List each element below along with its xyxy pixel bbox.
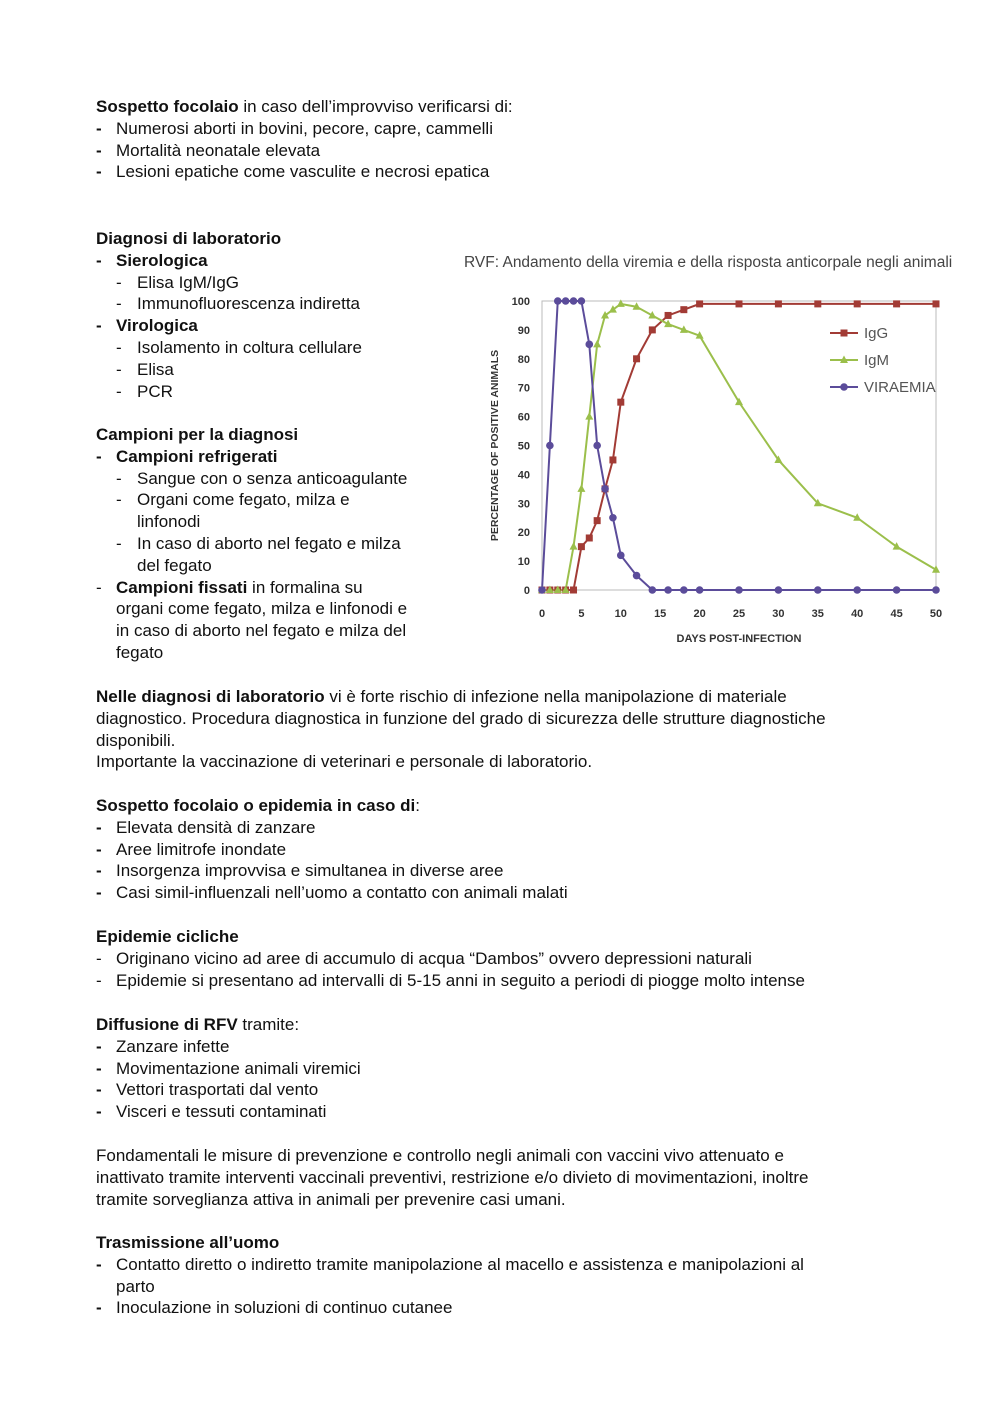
- x-tick-label: 35: [811, 608, 824, 620]
- list-item-continuation: linfonodi: [137, 512, 201, 532]
- list-item: - Virologica: [96, 316, 198, 336]
- data-point-igg: [633, 355, 640, 362]
- data-point-igg: [586, 534, 593, 541]
- y-tick-label: 40: [517, 469, 530, 482]
- list-item-continuation: fegato: [116, 642, 164, 662]
- y-tick-label: 30: [517, 498, 530, 511]
- list-item: - Campioni fissati in formalina su: [96, 577, 363, 597]
- series-line-igm: [542, 304, 936, 590]
- data-point-igg: [696, 300, 703, 307]
- list-item: - In caso di aborto nel fegato e milza: [116, 533, 401, 553]
- data-point-viraemia: [538, 586, 546, 594]
- list-item-continuation: organi come fegato, milza e linfonodi e: [116, 599, 408, 619]
- list-item: - Casi simil-influenzali nell’uomo a contatto con animali malati: [96, 883, 568, 903]
- data-point-viraemia: [840, 383, 848, 391]
- data-point-viraemia: [601, 485, 609, 493]
- x-tick-label: 30: [772, 608, 785, 620]
- x-tick-label: 50: [929, 608, 943, 620]
- data-point-igm: [893, 542, 901, 550]
- list-item: - Vettori trasportati dal vento: [96, 1080, 319, 1100]
- x-tick-label: 20: [693, 608, 706, 620]
- data-point-viraemia: [633, 572, 641, 580]
- x-axis-label: DAYS POST-INFECTION: [676, 633, 802, 645]
- data-point-igg: [814, 300, 821, 307]
- list-item: - Sierologica: [96, 250, 208, 270]
- legend-label-igg: IgG: [864, 325, 889, 342]
- data-point-igm: [609, 305, 617, 313]
- y-tick-label: 90: [517, 324, 530, 337]
- legend-label-igm: IgM: [864, 352, 890, 369]
- section-title: Diffusione di RFV tramite:: [96, 1015, 300, 1034]
- data-point-igm: [585, 412, 593, 420]
- y-tick-label: 20: [517, 527, 530, 540]
- data-point-igg: [570, 587, 577, 594]
- x-tick-label: 0: [538, 608, 546, 620]
- rvf-chart: [460, 250, 990, 650]
- data-point-igg: [665, 312, 672, 319]
- y-tick-label: 10: [517, 556, 530, 569]
- data-point-igg: [841, 330, 848, 337]
- list-item: - Sangue con o senza anticoagulante: [116, 468, 408, 488]
- section-prevention: [96, 1145, 808, 1210]
- data-point-viraemia: [696, 586, 704, 594]
- section-samples: [96, 424, 407, 664]
- paragraph-line: Importante la vaccinazione di veterinari e personale di laboratorio.: [96, 752, 593, 772]
- section-title: Campioni per la diagnosi: [96, 425, 299, 444]
- data-point-igg: [617, 399, 624, 406]
- legend-label-viraemia: VIRAEMIA: [864, 379, 936, 396]
- data-point-viraemia: [649, 586, 657, 594]
- list-item: - Lesioni epatiche come vasculite e necrosi epatica: [96, 162, 490, 182]
- x-tick-label: 10: [614, 608, 627, 620]
- data-point-igg: [649, 326, 656, 333]
- data-point-igg: [609, 456, 616, 463]
- data-point-viraemia: [893, 586, 901, 594]
- data-point-viraemia: [554, 297, 562, 305]
- list-item: - Inoculazione in soluzioni di continuo cutanee: [96, 1298, 453, 1318]
- list-item: - Visceri e tessuti contaminati: [96, 1102, 327, 1122]
- list-item: - Organi come fegato, milza e: [116, 490, 350, 510]
- series-line-viraemia: [542, 301, 936, 590]
- list-item: - Numerosi aborti in bovini, pecore, capre, cammelli: [96, 118, 493, 138]
- list-item: - PCR: [116, 381, 173, 401]
- data-point-igg: [893, 300, 900, 307]
- list-item: - Immunofluorescenza indiretta: [116, 294, 361, 314]
- x-tick-label: 15: [654, 608, 667, 620]
- paragraph-line: Fondamentali le misure di prevenzione e controllo negli animali con vaccini vivo attenuato e: [96, 1146, 784, 1165]
- x-tick-label: 45: [890, 608, 903, 620]
- data-point-viraemia: [609, 514, 617, 522]
- data-point-viraemia: [664, 586, 672, 594]
- y-tick-label: 70: [517, 382, 530, 395]
- data-point-viraemia: [546, 442, 554, 450]
- y-tick-label: 0: [523, 585, 530, 597]
- paragraph-line: inattivato tramite interventi vaccinali preventivi, restrizione e/o divieto di movimentazioni, inoltre: [96, 1167, 809, 1187]
- y-tick-label: 80: [517, 353, 530, 366]
- data-point-igg: [854, 300, 861, 307]
- section-suspect-epidemic: [96, 795, 568, 904]
- list-item-continuation: in caso di aborto nel fegato e milza del: [116, 621, 407, 641]
- section-suspect-outbreak: [96, 96, 513, 183]
- y-tick-label: 100: [511, 296, 530, 308]
- data-point-viraemia: [578, 297, 586, 305]
- paragraph-line: diagnostico. Procedura diagnostica in funzione del grado di sicurezza delle strutture diagnostiche: [96, 708, 826, 728]
- data-point-igm: [577, 484, 585, 492]
- chart-plot: [460, 250, 990, 650]
- y-axis-label: PERCENTAGE OF POSITIVE ANIMALS: [489, 349, 501, 542]
- list-item: - Mortalità neonatale elevata: [96, 140, 321, 160]
- y-tick-label: 60: [517, 411, 530, 424]
- data-point-igg: [775, 300, 782, 307]
- section-human-transmission: [96, 1232, 804, 1319]
- data-point-igg: [933, 300, 940, 307]
- section-title: Trasmissione all’uomo: [96, 1233, 280, 1252]
- list-item: - Isolamento in coltura cellulare: [116, 337, 362, 357]
- data-point-viraemia: [775, 586, 783, 594]
- x-tick-label: 5: [578, 608, 585, 620]
- list-item-continuation: del fegato: [137, 555, 212, 575]
- list-item: - Campioni refrigerati: [96, 446, 278, 466]
- list-item: - Movimentazione animali viremici: [96, 1058, 361, 1078]
- paragraph-line: tramite sorveglianza attiva in animali per prevenire casi umani.: [96, 1189, 566, 1209]
- data-point-igg: [594, 517, 601, 524]
- data-point-viraemia: [814, 586, 822, 594]
- list-item: - Zanzare infette: [96, 1036, 230, 1056]
- x-tick-label: 25: [732, 608, 746, 620]
- list-item: - Aree limitrofe inondate: [96, 839, 287, 859]
- list-item: - Elisa: [116, 359, 174, 379]
- data-point-igm: [570, 542, 578, 550]
- list-item: - Contatto diretto o indiretto tramite manipolazione al macello e assistenza e manipolazioni al: [96, 1254, 804, 1274]
- paragraph-line: Nelle diagnosi di laboratorio vi è forte rischio di infezione nella manipolazione di materiale: [96, 687, 787, 706]
- chart-title: RVF: Andamento della viremia e della risposta anticorpale negli animali: [464, 254, 953, 271]
- list-item: - Originano vicino ad aree di accumulo di acqua “Dambos” ovvero depressioni naturali: [96, 948, 752, 968]
- section-spread: [96, 1014, 361, 1123]
- section-lab-risk: [96, 686, 826, 773]
- data-point-igg: [680, 306, 687, 313]
- data-point-viraemia: [932, 586, 940, 594]
- section-title: Epidemie cicliche: [96, 927, 239, 946]
- data-point-igm: [601, 311, 609, 319]
- section-title: Diagnosi di laboratorio: [96, 229, 282, 248]
- section-title: Sospetto focolaio o epidemia in caso di:: [96, 796, 421, 815]
- data-point-viraemia: [570, 297, 578, 305]
- data-point-igm: [593, 340, 601, 348]
- x-tick-label: 40: [851, 608, 864, 620]
- plot-frame: [542, 301, 936, 590]
- list-item-continuation: parto: [116, 1276, 155, 1296]
- data-point-viraemia: [593, 442, 601, 450]
- list-item: - Elevata densità di zanzare: [96, 817, 316, 837]
- section-lab-diagnosis: [96, 228, 362, 402]
- list-item: - Insorgenza improvvisa e simultanea in diverse aree: [96, 861, 504, 881]
- section-title: Sospetto focolaio in caso dell’improvviso verificarsi di:: [96, 97, 513, 116]
- series-line-igg: [542, 304, 936, 590]
- data-point-igg: [578, 543, 585, 550]
- y-tick-label: 50: [517, 440, 530, 453]
- data-point-igg: [736, 300, 743, 307]
- data-point-viraemia: [735, 586, 743, 594]
- list-item: - Elisa IgM/IgG: [116, 272, 240, 292]
- list-item: - Epidemie si presentano ad intervalli di 5-15 anni in seguito a periodi di piogge molto intense: [96, 970, 805, 990]
- section-cyclic-epidemics: [96, 926, 805, 991]
- data-point-viraemia: [680, 586, 688, 594]
- data-point-viraemia: [617, 552, 625, 560]
- data-point-viraemia: [853, 586, 861, 594]
- data-point-viraemia: [562, 297, 570, 305]
- data-point-viraemia: [585, 341, 593, 349]
- paragraph-line: disponibili.: [96, 730, 176, 750]
